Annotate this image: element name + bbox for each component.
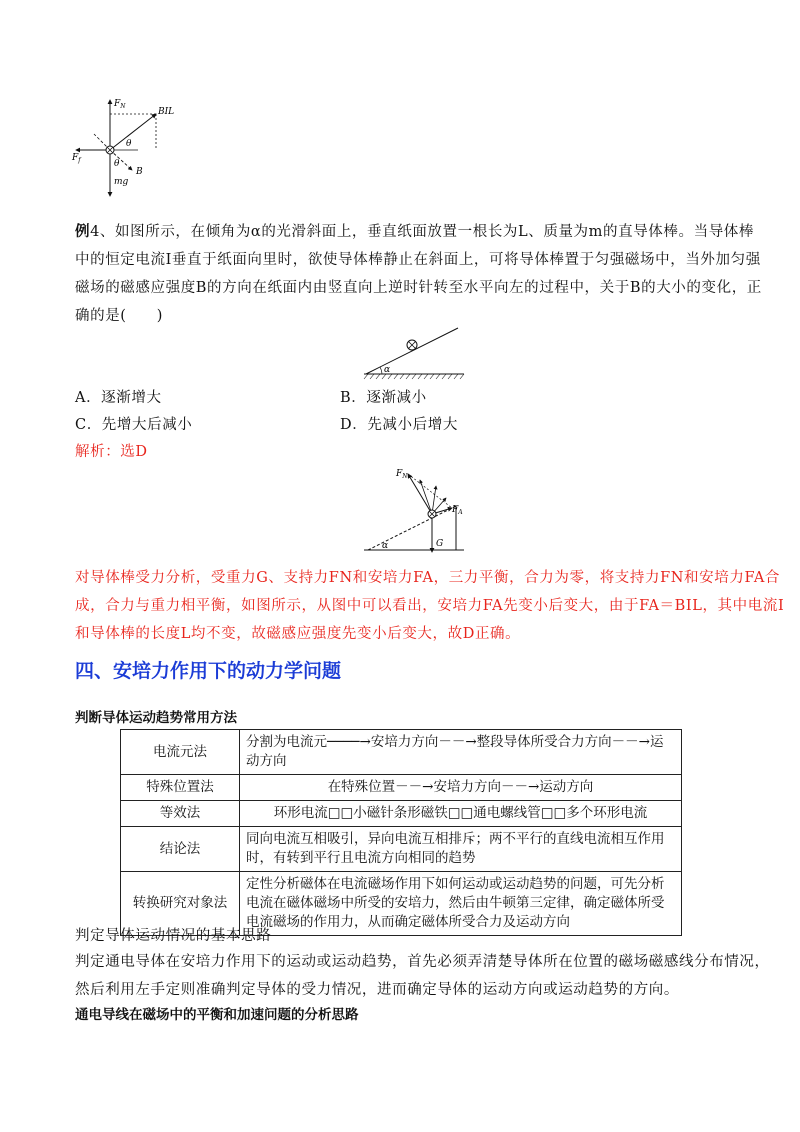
option-c[interactable]: C．先增大后减小 [75, 417, 193, 433]
force-diagram-1 [68, 92, 188, 200]
method-desc: 定性分析磁体在电流磁场作用下如何运动或运动趋势的问题，可先分析电流在磁体磁场中所受的安培力，然后由牛顿第三定律，确定磁体所受电流磁场的作用力，从而确定磁体所受合力及运动方向 [240, 872, 682, 936]
fn-label: $F_N$ [114, 99, 126, 110]
solution-line-1: 对导体棒受力分析，受重力G、支持力FN和安培力FA，三力平衡，合力为零，将支持力FN和安培力FA合 [75, 570, 781, 586]
basic-line-2: 然后利用左手定则准确判定导体的受力情况，进而确定导体的运动方向或运动趋势的方向。 [75, 982, 679, 998]
table-row [121, 827, 682, 872]
ff-label: $F_f$ [72, 153, 81, 164]
example4-line-1: 例4、如图所示，在倾角为α的光滑斜面上，垂直纸面放置一根长为L、质量为m的直导体棒。当导体棒 [75, 223, 755, 240]
solution-line-2: 成，合力与重力相平衡，如图所示，从图中可以看出，安培力FA先变小后变大，由于FA＝BIL，其中电流I [75, 598, 785, 614]
example4-line-3: 磁场的磁感应强度B的方向在纸面内由竖直向上逆时针转至水平向左的过程中，关于B的大小的变化，正 [75, 280, 762, 296]
b-label: B [136, 167, 143, 177]
mg-label: mg [114, 177, 129, 187]
option-b[interactable]: B．逐渐减小 [340, 390, 427, 406]
basic-heading: 判定导体运动情况的基本思路 [75, 928, 272, 944]
theta-label-2: θ [114, 159, 120, 169]
table-row [121, 775, 682, 801]
table-row [121, 801, 682, 827]
solution-answer: 解析：选D [75, 444, 148, 460]
basic-text [75, 948, 770, 1004]
method-desc: 在特殊位置－－→安培力方向－－→运动方向 [240, 775, 682, 801]
example4-line-2: 中的恒定电流I垂直于纸面向里时，欲使导体棒静止在斜面上，可将导体棒置于匀强磁场中，当外加匀强 [75, 252, 761, 268]
method-desc: 同向电流互相吸引，异向电流互相排斥；两不平行的直线电流相互作用时，有转到平行且电流方向相同的趋势 [240, 827, 682, 872]
g-label-2: G [436, 539, 444, 549]
option-a[interactable]: A．逐渐增大 [75, 390, 162, 406]
method-desc: 环形电流□□小磁针条形磁铁□□通电螺线管□□多个环形电流 [240, 801, 682, 827]
example4-text [75, 218, 762, 330]
force-diagram-2 [360, 462, 470, 558]
final-heading: 通电导线在磁场中的平衡和加速问题的分析思路 [75, 1007, 359, 1023]
bil-label: BIL [158, 107, 175, 117]
example4-line-4: 确的是( ) [75, 308, 164, 324]
method-name: 等效法 [121, 801, 240, 827]
method-name: 转换研究对象法 [121, 872, 240, 936]
alpha-label: α [384, 365, 391, 375]
method-name: 结论法 [121, 827, 240, 872]
method-name: 电流元法 [121, 730, 240, 775]
example4-label: 例 [75, 223, 91, 240]
table-row [121, 730, 682, 775]
solution-line-3: 和导体棒的长度L均不变，故磁感应强度先变小后变大，故D正确。 [75, 626, 521, 642]
theta-label-1: θ [126, 139, 132, 149]
method-desc: 分割为电流元────→安培力方向－－→整段导体所受合力方向－－→运动方向 [240, 730, 682, 775]
fa-label-2: $F_A$ [452, 505, 463, 516]
methods-heading: 判断导体运动趋势常用方法 [75, 710, 237, 726]
methods-table [120, 729, 682, 936]
option-d[interactable]: D．先减小后增大 [340, 417, 458, 433]
section-title: 四、安培力作用下的动力学问题 [75, 660, 342, 682]
incline-diagram [360, 322, 470, 382]
basic-line-1: 判定通电导体在安培力作用下的运动或运动趋势，首先必须弄清楚导体所在位置的磁场磁感线分布情况， [75, 954, 770, 970]
alpha-label-2: α [382, 541, 389, 551]
solution-text [75, 564, 785, 648]
fn-label-2: $F_N$ [396, 469, 408, 480]
method-name: 特殊位置法 [121, 775, 240, 801]
